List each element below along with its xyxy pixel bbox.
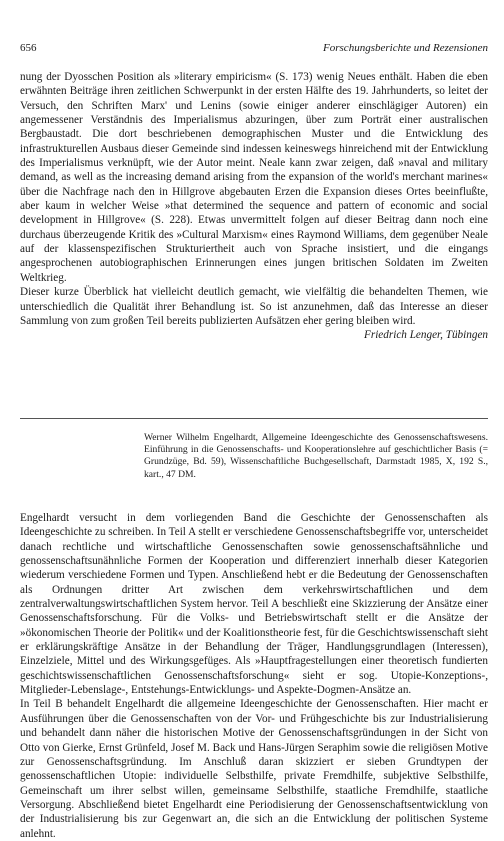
bibliographic-entry: Werner Wilhelm Engelhardt, Allgemeine Ideengeschichte des Genossenschaftswesens. Einführung in die Genossenschafts- und Kooperationslehre auf geschichtlicher Basis (= Grundzüge, Bd. 59), Wissenschaftliche Buchgesellschaft, Darmstadt 1985, X, 192 S., kart., 47 DM. (144, 432, 488, 480)
reviewer-signature: Friedrich Lenger, Tübingen (364, 329, 488, 342)
review-lenger (20, 70, 488, 343)
section-divider (20, 418, 488, 419)
review-paragraph: nung der Dyosschen Position als »literary empiricism« (S. 173) wenig Neues enthält. Haben die eben erwähnten Beiträge ihren zeitlichen Schwerpunkt in der ersten Hälfte des 19. Jahrhunderts, so leitet der Versuch, den Schriften Marx' und Lenins (sowie einiger anderer einschlägiger Autoren) ein angemessener Verständnis des Imperialismus abzuringen, über zum Porträt einer australischen Bergbaustadt. Die dort beschriebenen demographischen Muster und die Entwicklung des infrastrukturellen Ausbaus dieser Gemeinde sind indessen keineswegs hinreichend mit der Entwicklung des Imperialismus verknüpft, wie der Autor meint. Neale kann zwar zeigen, daß »naval and military demand, as well as the increasing demand arising from the expansion of the world's merchant marines« über die Nachfrage nach den in Hillgrove abgebauten Erzen die Expansion dieses Ortes beeinflußte, aber kaum in welcher Weise »that determined the sequence and pattern of economic and social development in Hillgrove« (S. 228). Etwas unvermittelt folgen auf dieser Beitrag dann noch eine durchaus überzeugende Kritik des »Cultural Marxism« eines Raymond Williams, dem gegenüber Neale auf der klassenspezifischen Strukturiertheit auch von Sprache insistiert, und die eingangs angesprochenen autobiographischen Erinnerungen eines jungen britischen Soldaten im Zweiten Weltkrieg. (20, 71, 488, 284)
review-paragraph: Engelhardt versucht in dem vorliegenden Band die Geschichte der Genossenschaften als Ideengeschichte zu schreiben. In Teil A stellt er verschiedene Genossenschaftsbegriffe vor, unterscheidet danach rechtliche und wirtschaftliche Genossenschaften sowie genossenschaftsähnliche und genossenschaftsunähnliche Formen der Kooperation und differenziert innerhalb dieser Kategorien wiederum verschiedene Formen und Typen. Anschließend hebt er die Bedeutung der Genossenschaften als Ordnungen dritter Art zwischen dem verkehrswirtschaftlichen und dem zentralverwaltungswirtschaftlichen System hervor. Teil A beschließt eine Skizzierung der Ansätze einer Genossenschaftsforschung. Für die Volks- und Betriebswirtschaft stellt er die Ansätze der »ökonomischen Theorie der Politik« und der Koalitionstheorie fest, für die Geschichtswissenschaft sieht er erklärungskräftige Ansätze in der Behandlung der Träger, Handlungsgrundlagen (Interessen), Einzelziele, Mittel und des Wirkungsgefüges. Als »Hauptfragestellungen einer theoretisch fundierten geschichtswissenschaftlichen Genossenschaftsforschung« sieht er sog. Utopie-Konzeptions-, Mitglieder-Lebenslage-, Entstehungs-Entwicklungs- und Aspekte-Dogmen-Ansätze an. (20, 512, 488, 697)
running-title: Forschungsberichte und Rezensionen (323, 42, 488, 54)
review-engelhardt (20, 511, 488, 841)
page-number: 656 (20, 42, 37, 54)
review-paragraph: In Teil B behandelt Engelhardt die allgemeine Ideengeschichte der Genossenschaften. Hier macht er Ausführungen über die Genossenschaften von der Vor- und Frühgeschichte bis zur Industrialisierung und behandelt dann näher die historischen Motive der Genossenschaftsgründungen in der Sicht von Otto von Gierke, Ernst Grünfeld, Josef M. Back und Hans-Jürgen Seraphim sowie die religiösen Motive zur Genossenschaftsgründung. Im Anschluß daran skizziert er sieben Grundtypen der genossenschaftlichen Utopie: individuelle Selbsthilfe, private Fremdhilfe, subjektive Selbsthilfe, Gemeinschaft um ihrer selbst willen, gemeinsame Selbsthilfe, staatliche Fremdhilfe, staatliche Versorgung. Abschließend bietet Engelhardt eine Periodisierung der Genossenschaftsentwicklung von der Industrialisierung bis zur Gegenwart an, die sich an die Entwicklung der politischen Systeme anlehnt. (20, 698, 488, 840)
review-paragraph: Dieser kurze Überblick hat vielleicht deutlich gemacht, wie vielfältig die behandelten Themen, wie unterschiedlich die Qualität ihrer Behandlung ist. So ist anzunehmen, daß das Interesse an dieser Sammlung von zum großen Teil bereits publizierten Aufsätzen eher gering bleiben wird. (20, 286, 488, 327)
